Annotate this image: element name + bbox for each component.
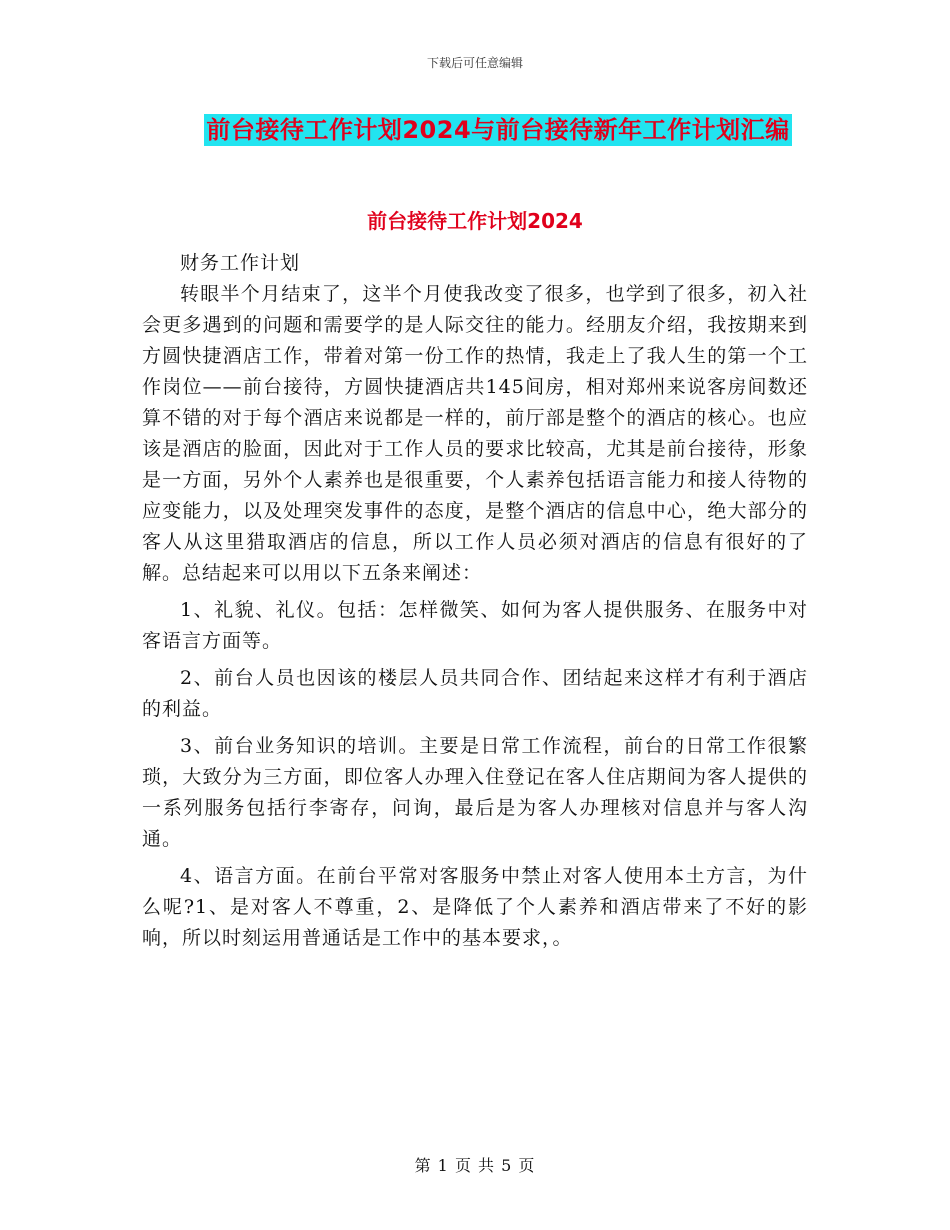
paragraph-item-1: 1、礼貌、礼仪。包括：怎样微笑、如何为客人提供服务、在服务中对客语言方面等。	[142, 599, 808, 652]
paragraph-item-2: 2、前台人员也因该的楼层人员共同合作、团结起来这样才有利于酒店的利益。	[142, 667, 808, 720]
main-title: 前台接待工作计划2024与前台接待新年工作计划汇编	[206, 116, 790, 144]
main-title-wrap	[0, 114, 950, 146]
paragraph-item-3: 3、前台业务知识的培训。主要是日常工作流程，前台的日常工作很繁琐，大致分为三方面，即位客人办理入住登记在客人住店期间为客人提供的一系列服务包括行李寄存，问询，最后是为客人办理核对信息并与客人沟通。	[142, 735, 808, 850]
paragraph-intro: 转眼半个月结束了，这半个月使我改变了很多，也学到了很多，初入社会更多遇到的问题和需要学的是人际交往的能力。经朋友介绍，我按期来到方圆快捷酒店工作，带着对第一份工作的热情，我走上了我人生的第一个工作岗位——前台接待，方圆快捷酒店共145间房，相对郑州来说客房间数还算不错的对于每个酒店来说都是一样的，前厅部是整个的酒店的核心。也应该是酒店的脸面，因此对于工作人员的要求比较高，尤其是前台接待，形象是一方面，另外个人素养也是很重要，个人素养包括语言能力和接人待物的应变能力，以及处理突发事件的态度，是整个酒店的信息中心，绝大部分的客人从这里猎取酒店的信息，所以工作人员必须对酒店的信息有很好的了解。总结起来可以用以下五条来阐述：	[142, 283, 808, 584]
header-note: 下载后可任意编辑	[426, 56, 523, 70]
page-footer: 第 1 页 共 5 页	[414, 1156, 536, 1175]
paragraph-item-4: 4、语言方面。在前台平常对客服务中禁止对客人使用本土方言，为什么呢?1、是对客人不尊重，2、是降低了个人素养和酒店带来了不好的影响，所以时刻运用普通话是工作中的基本要求，。	[142, 865, 808, 949]
body-content	[142, 248, 808, 954]
paragraph-subtitle: 财务工作计划	[180, 252, 301, 274]
section-title: 前台接待工作计划2024	[367, 209, 583, 233]
